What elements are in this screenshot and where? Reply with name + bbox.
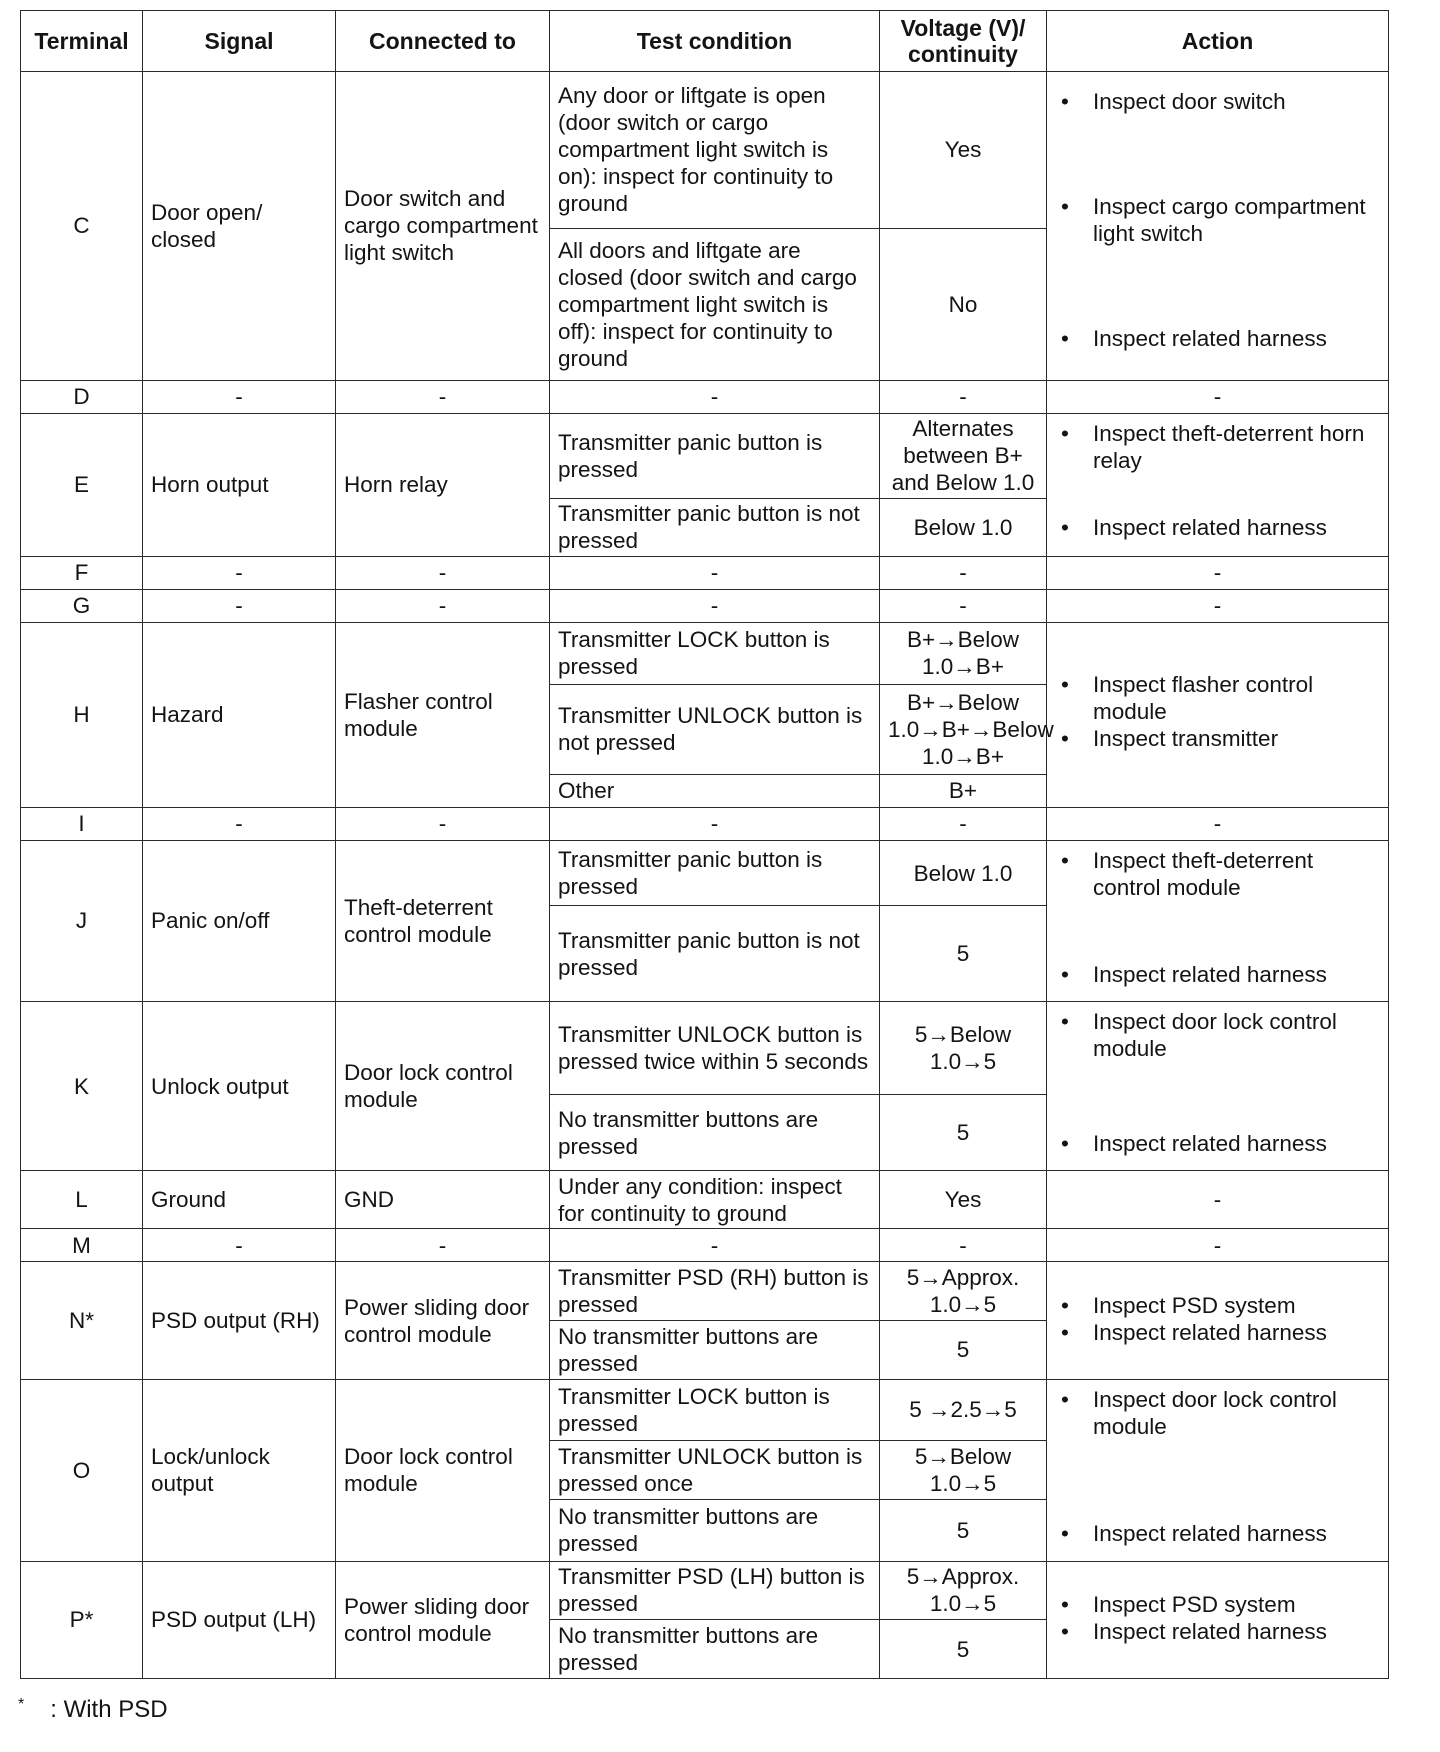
action-cell [1047, 72, 1389, 381]
voltage-cell: 5 →2.5→5 [880, 1379, 1047, 1440]
test-condition-cell: - [550, 556, 880, 589]
table-row [21, 72, 1389, 229]
action-list [1059, 414, 1382, 549]
signal-cell: Horn output [143, 414, 336, 557]
test-condition-cell: All doors and liftgate are closed (door switch and cargo compartment light switch is off): inspect for continuity to ground [550, 228, 880, 380]
test-condition-cell: - [550, 1229, 880, 1262]
terminal-cell: O [21, 1379, 143, 1561]
voltage-cell: No [880, 228, 1047, 380]
test-condition-cell: Transmitter panic button is pressed [550, 414, 880, 499]
table-row [21, 1001, 1389, 1094]
table-row [21, 1561, 1389, 1620]
connected-to-cell: Door switch and cargo compartment light switch [336, 72, 550, 381]
voltage-cell: - [880, 556, 1047, 589]
test-condition-cell: Under any condition: inspect for continuity to ground [550, 1171, 880, 1229]
action-item: • Inspect door switch [1059, 88, 1382, 115]
test-condition-cell: Transmitter UNLOCK button is pressed twice within 5 seconds [550, 1001, 880, 1094]
table-row [21, 1171, 1389, 1229]
header-test-condition: Test condition [550, 11, 880, 72]
action-list [1059, 72, 1382, 370]
action-list [1059, 623, 1382, 801]
voltage-cell: - [880, 589, 1047, 622]
action-item: • Inspect transmitter [1059, 725, 1382, 752]
test-condition-cell: No transmitter buttons are pressed [550, 1620, 880, 1679]
terminal-cell: G [21, 589, 143, 622]
action-list [1059, 1562, 1382, 1674]
voltage-cell: Yes [880, 72, 1047, 229]
action-cell [1047, 622, 1389, 807]
voltage-cell: 5→Below 1.0→5 [880, 1001, 1047, 1094]
action-item: • Inspect related harness [1059, 1520, 1382, 1547]
terminal-cell: E [21, 414, 143, 557]
header-row [21, 11, 1389, 72]
table-row [21, 840, 1389, 906]
terminal-cell: C [21, 72, 143, 381]
signal-cell: - [143, 556, 336, 589]
test-condition-cell: Any door or liftgate is open (door switch or cargo compartment light switch is on): inspect for continuity to ground [550, 72, 880, 229]
terminal-cell: D [21, 380, 143, 413]
table-row [21, 1229, 1389, 1262]
header-connected-to: Connected to [336, 11, 550, 72]
action-cell [1047, 1561, 1389, 1678]
signal-cell: - [143, 1229, 336, 1262]
header-action: Action [1047, 11, 1389, 72]
voltage-cell: B+→Below 1.0→B+ [880, 622, 1047, 684]
voltage-cell: B+→Below 1.0→B+→Below 1.0→B+ [880, 684, 1047, 774]
terminal-cell: N* [21, 1262, 143, 1379]
voltage-cell: Below 1.0 [880, 840, 1047, 906]
action-item: • Inspect door lock control module [1059, 1386, 1382, 1440]
voltage-cell: 5→Below 1.0→5 [880, 1441, 1047, 1500]
signal-cell: Ground [143, 1171, 336, 1229]
action-cell [1047, 1379, 1389, 1561]
test-condition-cell: No transmitter buttons are pressed [550, 1500, 880, 1561]
header-voltage: Voltage (V)/ continuity [880, 11, 1047, 72]
action-cell: - [1047, 380, 1389, 413]
action-cell [1047, 840, 1389, 1001]
test-condition-cell: Other [550, 774, 880, 807]
action-item: • Inspect related harness [1059, 514, 1382, 541]
connected-to-cell: Door lock control module [336, 1001, 550, 1170]
signal-cell: PSD output (LH) [143, 1561, 336, 1678]
voltage-cell: 5 [880, 906, 1047, 1002]
voltage-cell: 5→Approx. 1.0→5 [880, 1262, 1047, 1321]
test-condition-cell: - [550, 589, 880, 622]
connected-to-cell: - [336, 380, 550, 413]
signal-cell: Panic on/off [143, 840, 336, 1001]
signal-cell: PSD output (RH) [143, 1262, 336, 1379]
action-cell [1047, 1001, 1389, 1170]
connected-to-cell: Power sliding door control module [336, 1262, 550, 1379]
connected-to-cell: Flasher control module [336, 622, 550, 807]
table-row [21, 380, 1389, 413]
test-condition-cell: Transmitter panic button is not pressed [550, 498, 880, 556]
action-item: • Inspect cargo compartment light switch [1059, 193, 1382, 247]
signal-cell: Lock/unlock output [143, 1379, 336, 1561]
table-row [21, 1379, 1389, 1440]
action-cell: - [1047, 1171, 1389, 1229]
action-cell: - [1047, 589, 1389, 622]
action-cell [1047, 1262, 1389, 1379]
voltage-cell: B+ [880, 774, 1047, 807]
test-condition-cell: Transmitter LOCK button is pressed [550, 622, 880, 684]
test-condition-cell: Transmitter PSD (LH) button is pressed [550, 1561, 880, 1620]
connected-to-cell: - [336, 807, 550, 840]
connected-to-cell: Power sliding door control module [336, 1561, 550, 1678]
voltage-cell: 5 [880, 1095, 1047, 1171]
voltage-cell: 5 [880, 1321, 1047, 1380]
action-item: • Inspect related harness [1059, 1319, 1382, 1346]
signal-cell: - [143, 380, 336, 413]
signal-cell: Hazard [143, 622, 336, 807]
voltage-cell: - [880, 807, 1047, 840]
signal-cell: Unlock output [143, 1001, 336, 1170]
action-cell: - [1047, 1229, 1389, 1262]
connected-to-cell: Theft-deterrent control module [336, 840, 550, 1001]
test-condition-cell: Transmitter panic button is pressed [550, 840, 880, 906]
voltage-cell: 5 [880, 1500, 1047, 1561]
action-item: • Inspect related harness [1059, 1130, 1382, 1157]
terminal-cell: P* [21, 1561, 143, 1678]
terminal-cell: I [21, 807, 143, 840]
connected-to-cell: - [336, 589, 550, 622]
test-condition-cell: Transmitter LOCK button is pressed [550, 1379, 880, 1440]
voltage-cell: 5→Approx. 1.0→5 [880, 1561, 1047, 1620]
action-list [1059, 1380, 1382, 1555]
action-cell: - [1047, 807, 1389, 840]
test-condition-cell: - [550, 380, 880, 413]
voltage-cell: - [880, 380, 1047, 413]
connected-to-cell: Door lock control module [336, 1379, 550, 1561]
table-row [21, 807, 1389, 840]
connected-to-cell: - [336, 556, 550, 589]
header-terminal: Terminal [21, 11, 143, 72]
voltage-cell: 5 [880, 1620, 1047, 1679]
voltage-cell: - [880, 1229, 1047, 1262]
action-item: • Inspect PSD system [1059, 1591, 1382, 1618]
signal-cell: - [143, 589, 336, 622]
action-cell [1047, 414, 1389, 557]
table-row [21, 414, 1389, 499]
connected-to-cell: GND [336, 1171, 550, 1229]
voltage-cell: Alternates between B+ and Below 1.0 [880, 414, 1047, 499]
table-row [21, 1262, 1389, 1321]
terminal-cell: K [21, 1001, 143, 1170]
action-list [1059, 1002, 1382, 1165]
connected-to-cell: Horn relay [336, 414, 550, 557]
connected-to-cell: - [336, 1229, 550, 1262]
action-item: • Inspect theft-deterrent control module [1059, 847, 1382, 901]
test-condition-cell: No transmitter buttons are pressed [550, 1095, 880, 1171]
terminal-cell: J [21, 840, 143, 1001]
action-item: • Inspect related harness [1059, 961, 1382, 988]
table-row [21, 622, 1389, 684]
test-condition-cell: Transmitter UNLOCK button is not pressed [550, 684, 880, 774]
voltage-cell: Yes [880, 1171, 1047, 1229]
action-item: • Inspect related harness [1059, 1618, 1382, 1645]
action-cell: - [1047, 556, 1389, 589]
action-list [1059, 841, 1382, 996]
action-item: • Inspect flasher control module [1059, 671, 1382, 725]
test-condition-cell: Transmitter panic button is not pressed [550, 906, 880, 1002]
terminal-cell: M [21, 1229, 143, 1262]
action-item: • Inspect PSD system [1059, 1292, 1382, 1319]
action-item: • Inspect theft-deterrent horn relay [1059, 420, 1382, 474]
footnote-mark: * [18, 1696, 25, 1713]
action-list [1059, 1262, 1382, 1375]
action-item: • Inspect door lock control module [1059, 1008, 1382, 1062]
test-condition-cell: No transmitter buttons are pressed [550, 1321, 880, 1380]
signal-cell: - [143, 807, 336, 840]
test-condition-cell: Transmitter PSD (RH) button is pressed [550, 1262, 880, 1321]
test-condition-cell: - [550, 807, 880, 840]
table-row [21, 589, 1389, 622]
voltage-cell: Below 1.0 [880, 498, 1047, 556]
action-item: • Inspect related harness [1059, 325, 1382, 352]
terminal-inspection-table [20, 10, 1389, 1679]
table-row [21, 556, 1389, 589]
footnote [18, 1696, 168, 1724]
header-signal: Signal [143, 11, 336, 72]
terminal-cell: F [21, 556, 143, 589]
footnote-text: : With PSD [50, 1696, 168, 1723]
test-condition-cell: Transmitter UNLOCK button is pressed once [550, 1441, 880, 1500]
terminal-cell: L [21, 1171, 143, 1229]
table-body [21, 72, 1389, 1679]
signal-cell: Door open/ closed [143, 72, 336, 381]
terminal-cell: H [21, 622, 143, 807]
